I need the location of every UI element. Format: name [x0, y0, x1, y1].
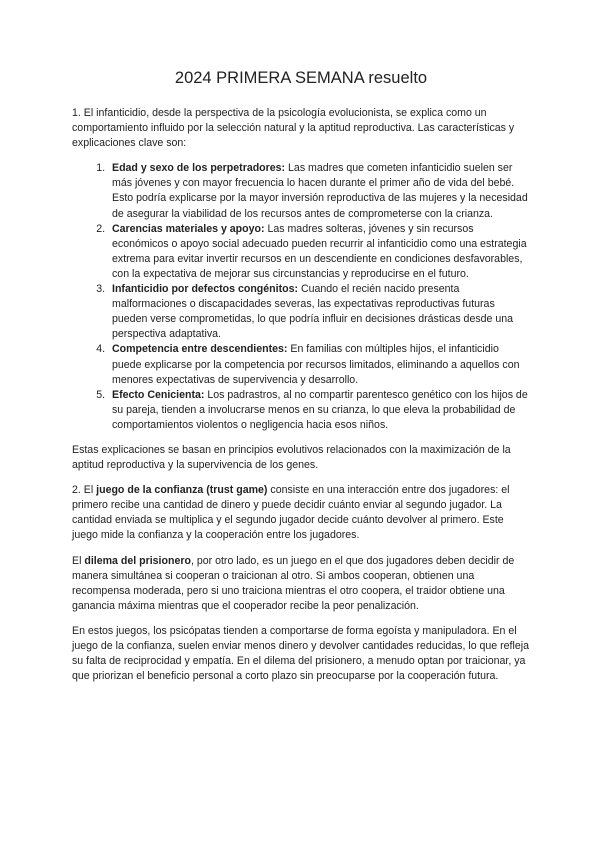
list-item-text: Las madres que cometen infanticidio suelen ser más jóvenes y con mayor frecuencia lo hacen durante el primer año de vida del bebé. Esto podría explicarse por la mayor inversión reproductiva de las mujeres y la necesidad de asegurar la viabilidad de los recursos antes de comprometerse con la crianza. — [112, 162, 528, 220]
list-item — [108, 342, 530, 387]
intro-paragraph: 1. El infanticidio, desde la perspectiva de la psicología evolucionista, se explica como un comportamiento influido por la selección natural y la aptitud reproductiva. Las características y explicaciones clave son: — [72, 107, 515, 150]
list-item-text: Las madres solteras, jóvenes y sin recursos económicos o apoyo social adecuado pueden recurrir al infanticidio como una estrategia extrema para evitar invertir recursos en un descendiente en condiciones desfavorables, con la expectativa de mejorar sus circunstancias y reproducirse en el futuro. — [112, 222, 527, 280]
list-item — [108, 388, 530, 433]
explanations-list — [72, 161, 530, 433]
list-item-heading: Carencias materiales y apoyo: — [112, 222, 265, 235]
closing-paragraph-q1: Estas explicaciones se basan en principios evolutivos relacionados con la maximización de la aptitud reproductiva y la supervivencia de los genes. — [72, 443, 511, 472]
list-item-text: Los padrastros, al no compartir parentesco genético con los hijos de su pareja, tienden a involucrarse menos en su crianza, lo que eleva la probabilidad de comportamientos violentos o negligencia hacia esos niños. — [112, 388, 528, 431]
list-item-heading: Infanticidio por defectos congénitos: — [112, 283, 298, 296]
list-item — [108, 222, 530, 282]
document-title: 2024 PRIMERA SEMANA resuelto — [174, 69, 428, 87]
trust-game-term: juego de la confianza (trust game) — [96, 484, 268, 497]
list-item — [108, 282, 530, 342]
prisoners-dilemma-paragraph: El dilema del prisionero, por otro lado, es un juego en el que dos jugadores deben decidir de manera simultánea si cooperan o traicionan al otro. Si ambos cooperan, obtienen una recompensa moderada, pero si uno traiciona mientras el otro coopera, el traidor obtiene una ganancia máxima mientras que el cooperador recibe la peor penalización. — [72, 554, 515, 612]
list-item-text: En familias con múltiples hijos, el infanticidio puede explicarse por la competencia por recursos limitados, eliminando a aquellos con menores expectativas de supervivencia y desarrollo. — [112, 343, 520, 386]
trust-game-paragraph: 2. El juego de la confianza (trust game) consiste en una interacción entre dos jugadores: el primero recibe una cantidad de dinero y puede decidir cuánto enviar al segundo jugador. La cantidad enviada se multiplica y el segundo jugador decide cuánto devolver al primero. Este juego mide la confianza y la cooperación entre los jugadores. — [72, 484, 510, 542]
list-item-heading: Edad y sexo de los perpetradores: — [112, 162, 286, 175]
prisoners-dilemma-term: dilema del prisionero — [84, 554, 191, 567]
list-item-heading: Efecto Cenicienta: — [112, 388, 205, 401]
list-item — [108, 161, 530, 221]
list-item-heading: Competencia entre descendientes: — [112, 343, 288, 356]
psychopaths-paragraph: En estos juegos, los psicópatas tienden a comportarse de forma egoísta y manipuladora. En el juego de la confianza, suelen enviar menos dinero y devolver cantidades reducidas, lo que refleja su falta de reciprocidad y empatía. En el dilema del prisionero, a menudo optan por traicionar, ya que priorizan el beneficio personal a corto plazo sin preocuparse por la cooperación futura. — [72, 624, 529, 683]
list-item-text: Cuando el recién nacido presenta malformaciones o discapacidades severas, las expectativas reproductivas futuras pueden verse comprometidas, lo que podría influir en decisiones drásticas desde una perspectiva adaptativa. — [112, 283, 514, 341]
document-page — [72, 68, 530, 694]
